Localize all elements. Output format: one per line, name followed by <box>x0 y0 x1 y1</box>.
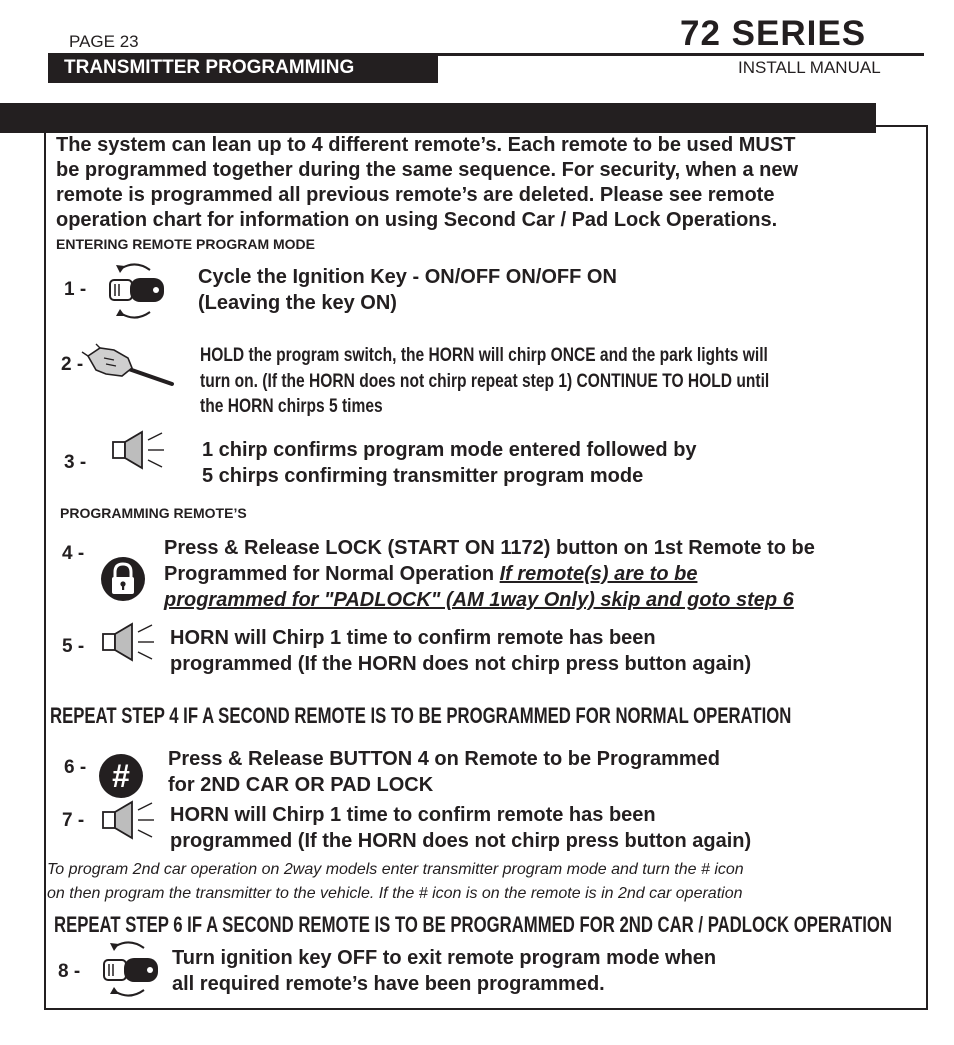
step-number: 6 - <box>64 757 87 778</box>
intro-line: be programmed together during the same sequence. For security, when a new <box>56 159 799 181</box>
hand-press-switch-icon <box>82 344 177 392</box>
step-line: the HORN chirps 5 times <box>200 396 383 417</box>
step-3-text <box>202 437 697 489</box>
step-line: 1 chirp confirms program mode entered followed by <box>202 439 697 461</box>
step-line: Press & Release LOCK (START ON 1172) button on 1st Remote to be <box>164 537 815 559</box>
repeat-step-6-note: REPEAT STEP 6 IF A SECOND REMOTE IS TO BE PROGRAMMED FOR 2ND CAR / PADLOCK OPERATION <box>54 912 892 937</box>
ignition-key-icon <box>94 940 164 1000</box>
step-line: turn on. (If the HORN does not chirp repeat step 1) CONTINUE TO HOLD until <box>200 370 770 392</box>
step-number: 3 - <box>64 452 87 473</box>
ignition-key-icon <box>100 262 170 320</box>
step-number: 4 - <box>62 543 85 564</box>
step-5-text <box>170 625 751 677</box>
note-line: on then program the transmitter to the vehicle. If the # icon is on the remote is in 2nd car operation <box>47 885 743 902</box>
step-line: all required remote’s have been programmed. <box>172 973 605 995</box>
horn-speaker-icon <box>102 622 160 664</box>
step-number: 5 - <box>62 636 85 657</box>
step-line: Turn ignition key OFF to exit remote program mode when <box>172 947 717 969</box>
horn-speaker-icon <box>112 430 170 472</box>
intro-line: operation chart for information on using Second Car / Pad Lock Operations. <box>56 209 778 231</box>
note-line: To program 2nd car operation on 2way models enter transmitter program mode and turn the # icon <box>47 861 744 878</box>
section-title: TRANSMITTER PROGRAMMING <box>48 53 438 83</box>
step-2-text <box>200 343 769 420</box>
step-4-text <box>164 535 815 613</box>
repeat-step-4-note: REPEAT STEP 4 IF A SECOND REMOTE IS TO BE PROGRAMMED FOR NORMAL OPERATION <box>50 703 792 728</box>
step-line: 5 chirps confirming transmitter program mode <box>202 465 644 487</box>
step-8-text <box>172 945 716 997</box>
step-number: 2 - <box>61 354 84 375</box>
programming-remotes-heading: PROGRAMMING REMOTE’S <box>60 505 247 521</box>
step-line: (Leaving the key ON) <box>198 292 397 314</box>
step-line: Press & Release BUTTON 4 on Remote to be Programmed <box>168 748 721 770</box>
step-line: HORN will Chirp 1 time to confirm remote has been <box>170 804 656 826</box>
header-rule <box>438 53 924 56</box>
step-number: 8 - <box>58 961 81 982</box>
intro-paragraph <box>56 133 926 233</box>
step-line: programmed (If the HORN does not chirp press button again) <box>170 653 752 675</box>
second-car-note <box>47 858 744 906</box>
step-line: Cycle the Ignition Key - ON/OFF ON/OFF ON <box>198 266 617 288</box>
step-line: HOLD the program switch, the HORN will chirp ONCE and the park lights will <box>200 345 768 366</box>
manual-label: INSTALL MANUAL <box>738 58 881 77</box>
step-line-plain: Programmed for Normal Operation <box>164 563 500 585</box>
entering-mode-heading: ENTERING REMOTE PROGRAM MODE <box>56 236 316 252</box>
horn-speaker-icon <box>102 800 160 842</box>
page-number: PAGE 23 <box>69 32 139 51</box>
step-line: for 2ND CAR OR PAD LOCK <box>168 774 434 796</box>
intro-line: The system can lean up to 4 different remote’s. Each remote to be used MUST <box>56 134 796 156</box>
step-line: HORN will Chirp 1 time to confirm remote has been <box>170 627 656 649</box>
padlock-icon <box>100 556 146 602</box>
step-line <box>164 561 815 587</box>
step-line: programmed (If the HORN does not chirp press button again) <box>170 830 752 852</box>
step-7-text <box>170 802 751 854</box>
step-6-text <box>168 746 720 798</box>
padlock-skip-note: programmed for "PADLOCK" (AM 1way Only) skip and goto step 6 <box>164 589 794 611</box>
padlock-skip-note: If remote(s) are to be <box>499 563 698 585</box>
hash-glyph: # <box>112 758 130 794</box>
step-1-text <box>198 264 617 316</box>
step-number: 7 - <box>62 810 85 831</box>
hash-button-icon <box>98 753 144 799</box>
series-title: 72 SERIES <box>680 14 867 53</box>
step-number: 1 - <box>64 279 87 300</box>
intro-line: remote is programmed all previous remote’s are deleted. Please see remote <box>56 184 775 206</box>
